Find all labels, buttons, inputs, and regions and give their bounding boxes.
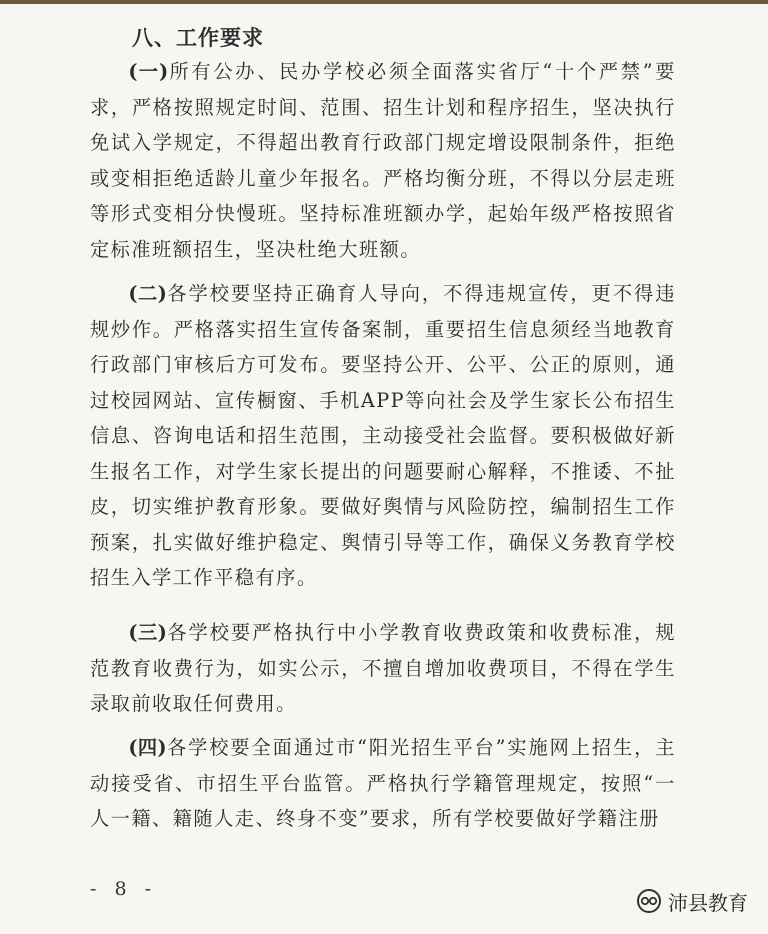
paragraph-4	[90, 730, 676, 837]
paragraph-3-text: 各学校要严格执行中小学教育收费政策和收费标准，规范教育收费行为，如实公示，不擅自增加收费项目，不得在学生录取前收取任何费用。	[90, 621, 676, 715]
section-heading: 八、工作要求	[132, 25, 264, 50]
paragraph-2-number: (二)	[128, 282, 167, 305]
paragraph-3	[90, 615, 676, 722]
paragraph-2-text: 各学校要坚持正确育人导向，不得违规宣传，更不得违规炒作。严格落实招生宣传备案制，重要招生信息须经当地教育行政部门审核后方可发布。要坚持公开、公平、公正的原则，通过校园网站、宣传橱窗、手机APP等向社会及学生家长公布招生信息、咨询电话和招生范围，主动接受社会监督。要积极做好新生报名工作，对学生家长提出的问题要耐心解释，不推诿、不扯皮，切实维护教育形象。要做好舆情与风险防控，编制招生工作预案，扎实做好维护稳定、舆情引导等工作，确保义务教育学校招生入学工作平稳有序。	[90, 282, 676, 589]
watermark-text: 沛县教育	[668, 890, 748, 915]
paragraph-1-number: (一)	[128, 60, 169, 83]
paragraph-2	[90, 276, 676, 596]
paragraph-3-number: (三)	[128, 621, 167, 644]
wechat-channel-icon	[636, 888, 662, 914]
paragraph-4-text: 各学校要全面通过市“阳光招生平台”实施网上招生，主动接受省、市招生平台监管。严格执行学籍管理规定，按照“一人一籍、籍随人走、终身不变”要求，所有学校要做好学籍注册	[90, 736, 676, 830]
page-number: - 8 -	[90, 878, 158, 900]
paragraph-1-text: 所有公办、民办学校必须全面落实省厅“十个严禁”要求，严格按照规定时间、范围、招生计划和程序招生，坚决执行免试入学规定，不得超出教育行政部门规定增设限制条件，拒绝或变相拒绝适龄儿童少年报名。严格均衡分班，不得以分层走班等形式变相分快慢班。坚持标准班额办学，起始年级严格按照省定标准班额招生，坚决杜绝大班额。	[90, 60, 676, 261]
wechat-watermark	[636, 884, 748, 918]
paragraph-1	[90, 54, 676, 267]
paragraph-4-number: (四)	[128, 736, 167, 759]
